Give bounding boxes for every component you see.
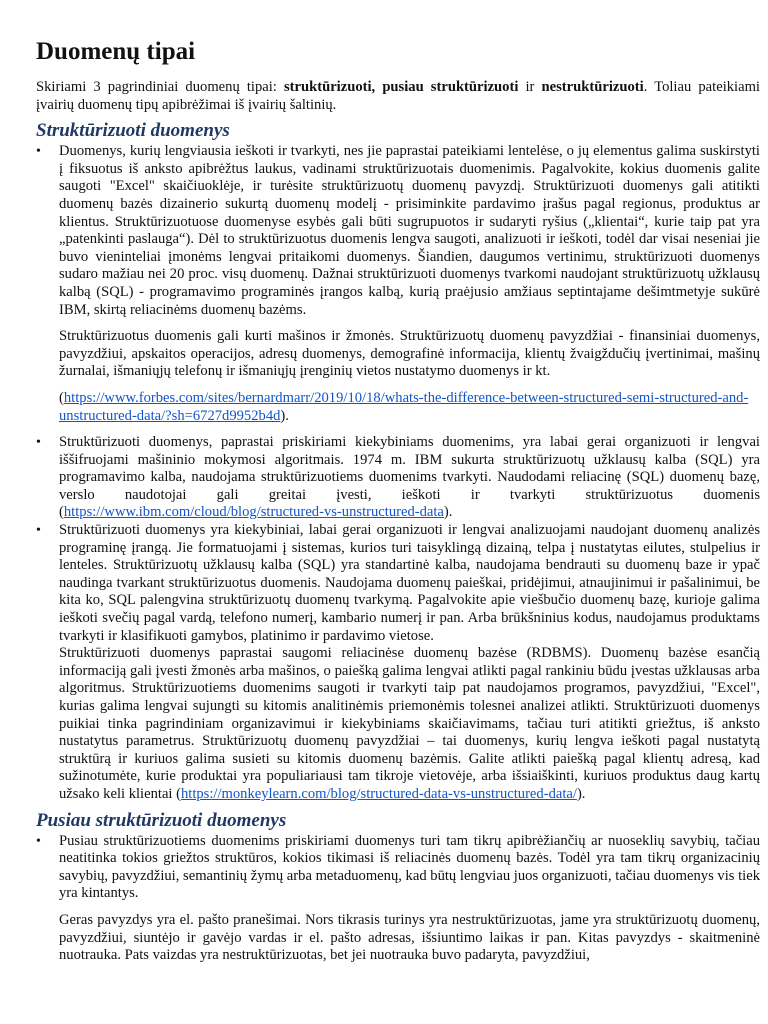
paragraph-text: Struktūrizuoti duomenys paprastai saugomi reliacinėse duomenų bazėse (RDBMS). Duomenų bazėse esančią informaciją gali įvesti žmonės arba mašinos, o paiešką galima lengvai atlikti pagal rankiniu būdu įvestas užklausas arba algoritmus. Struktūrizuotiems duomenims saugoti ir tvarkyti taip pat naudojamos programos, pavyzdžiui, "Excel", kurias galima lengvai sujungti su kitomis analitinėmis priemonėmis tolesnei analizei atlikti. Struktūrizuoti duomenys puikiai tinka pagrindiniam organizavimui ir kiekybiniams skaičiavimams, tačiau turi atitikti griežtus, iš anksto nustatytus parametrus. Struktūrizuotų duomenų pavyzdžiai – tai duomenys, kurių lengva ieškoti pagal nustatytą struktūrą ir kuriuos galima susieti su kitomis duomenų bazėmis. Galite atlikti paiešką pagal klientų adresą, kad sužinotumėte, kurie produktai yra populiariausi tam tikroje vietovėje, arba išsiaiškinti, kuriuos produktus daug kartų užsako keli klientai ( (59, 645, 760, 802)
paragraph: Struktūrizuotus duomenis gali kurti mašinos ir žmonės. Struktūrizuotų duomenų pavyzdžiai - finansiniai duomenys, pavyzdžiui, apskaitos operacijos, adresų duomenys, demografinė informacija, klientų žvaigždučių įvertinimai, mašinų žurnalai, išmaniųjų telefonų ir išmaniųjų įrenginių vietos nustatymo duomenys ir kt. (59, 328, 760, 380)
intro-text-2: ir (518, 79, 542, 95)
intro-bold-1: struktūrizuoti, pusiau struktūrizuoti (283, 79, 519, 95)
semi-structured-list (36, 833, 760, 965)
source-citation (59, 390, 760, 425)
paragraph: • Pusiau struktūrizuotiems duomenims priskiriami duomenys turi tam tikrų apibrėžiančių ar nuoseklių savybių, tačiau neatitinka tokios griežtos struktūros, kokios tikimasi iš reliacinės duomenų bazės. Todėl yra tam tikrų organizacinių savybių, pavyzdžiui, semantinių žymų arba metaduomenų, kad būtų lengviau juos organizuoti, tačiau duomenys vis tiek yra kintantys. (59, 832, 760, 902)
list-item (36, 434, 760, 522)
paragraph (59, 434, 760, 522)
paragraph-text: Struktūrizuoti duomenys, paprastai priskiriami kiekybiniams duomenims, yra labai gerai organizuoti ir lengvai iššifruojami mašininio mokymosi algoritmais. 1974 m. IBM sukurta struktūrizuotų užklausų kalba (SQL) yra programavimo kalba, naudojama struktūrizuotiems duomenims tvarkyti. Naudodami reliacinę (SQL) duomenų bazę, verslo naudotojai gali greitai įvesti, ieškoti ir tvarkyti struktūrizuotus duomenis ( (59, 434, 760, 521)
citation-close: ). (443, 504, 453, 521)
document-title: Duomenų tipai (36, 38, 196, 65)
intro-paragraph (36, 79, 760, 114)
paragraph: • Duomenys, kurių lengviausia ieškoti ir tvarkyti, nes jie paprastai pateikiami lentelėse, o jų elementus galima suskirstyti į fiksuotus iš anksto apibrėžtus laukus, vadinami struktūrizuotais duomenimis. Pagalvokite, kokius duomenis galite saugoti "Excel" skaičiuoklėje, ir turėsite struktūrizuotų duomenų pavyzdį. Struktūrizuoti duomenys gali atitikti duomenų bazės dizainerio sukurtą duomenų modelį - prisiminkite pardavimo įrašus pagal regionus, produktus ar klientus. Struktūrizuotuose duomenyse esybės gali būti sugrupuotos ir sudaryti ryšius („klientai“, kurie taip pat yra „patenkinti paslauga“). Dėl to struktūrizuotus duomenis lengva saugoti, analizuoti ir ieškoti, todėl dar visai neseniai jie buvo vieninteliai įmonėms lengvai pritaikomi duomenys. Šiandien, daugumos vertinimu, struktūrizuoti duomenys sudaro mažiau nei 20 proc. visų duomenų. Dažnai struktūrizuoti duomenys tvarkomi naudojant struktūrizuotų užklausų kalbą (SQL) - programavimo programinės įrangos kalbą, kurią praėjusio amžiaus septintajame dešimtmetyje sukūrė IBM, skirtą reliacinėms duomenų bazėms. (59, 143, 760, 318)
ibm-source-link[interactable]: https://www.ibm.com/cloud/blog/structured-vs-unstructured-data (63, 504, 444, 521)
section-heading-semi-structured: Pusiau struktūrizuoti duomenys (36, 809, 287, 831)
structured-list (36, 143, 760, 803)
paragraph: Geras pavyzdys yra el. pašto pranešimai. Nors tikrasis turinys yra nestruktūrizuotas, jame yra struktūrizuotų duomenų, pavyzdžiui, siuntėjo ir gavėjo vardas ir el. pašto adresas, išsiuntimo laikas ir pan. Kitas pavyzdys - skaitmeninė nuotrauka. Pats vaizdas yra nestruktūrizuotas, bet jei nuotrauka buvo padaryta, pavyzdžiui, (59, 911, 760, 964)
intro-text-3: . Toliau pateikiami įvairių duomenų tipų apibrėžimai iš įvairių šaltinių. (36, 79, 760, 113)
list-item (36, 833, 760, 965)
citation-close: ). (280, 407, 289, 424)
intro-bold-2: nestruktūrizuoti (541, 79, 644, 95)
citation-open: ( (59, 389, 64, 406)
list-item (36, 143, 760, 434)
list-item (36, 522, 760, 804)
section-heading-structured: Struktūrizuoti duomenys (36, 120, 230, 142)
intro-text-1: Skiriami 3 pagrindiniai duomenų tipai: (36, 79, 284, 95)
citation-close: ). (576, 785, 586, 802)
forbes-source-link[interactable]: https://www.forbes.com/sites/bernardmarr/2019/10/18/whats-the-difference-between-structured-semi-structured-and-unstructured-data/?sh=6727d9952b4d (59, 389, 749, 424)
paragraph (59, 645, 760, 803)
monkeylearn-source-link[interactable]: https://monkeylearn.com/blog/structured-data-vs-unstructured-data/ (180, 785, 577, 802)
paragraph: • Struktūrizuoti duomenys yra kiekybiniai, labai gerai organizuoti ir lengvai analizuojami naudojant duomenų analizės programinę įrangą. Jie formatuojami į sistemas, kurios turi taisyklingą dizainą, telpa į nustatytas eilutes, stulpelius ir lenteles. Struktūrizuotų užklausų kalba (SQL) yra standartinė kalba, naudojama bendrauti su duomenų baze ir ypač naudinga tvarkant struktūrizuotus duomenis. Naudojama duomenų paieškai, pridėjimui, atnaujinimui ir pašalinimui, be kita ko, SQL palengvina struktūrizuotų duomenų tvarkymą. Pagalvokite apie viešbučio duomenų bazę, kurioje galima ieškoti svečių pagal vardą, telefono numerį, kambario numerį ir pan. Arba brūkšninius kodus, naudojamus produktams tvarkyti ir klasifikuoti gamybos, platinimo ir pardavimo vietose. (59, 522, 760, 644)
